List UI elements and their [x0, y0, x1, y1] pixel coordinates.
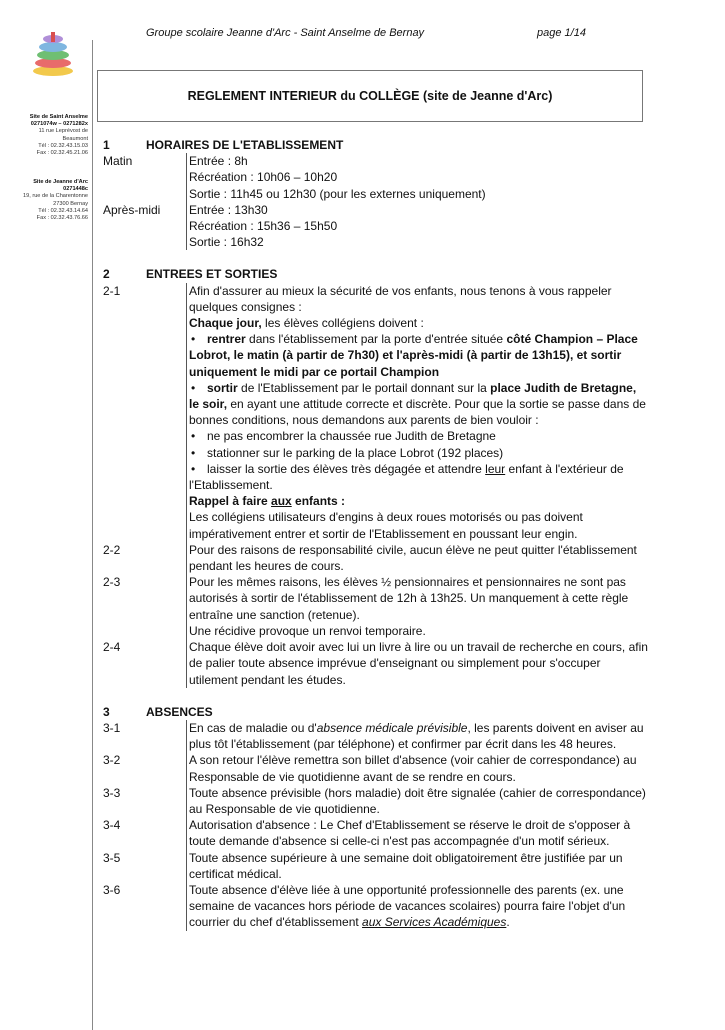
- schedule-afternoon: [103, 202, 648, 251]
- rule-3-3: [103, 785, 648, 817]
- section-title: ENTREES ET SORTIES: [146, 267, 278, 282]
- site-name: Site de Saint Anselme: [29, 114, 88, 120]
- site-address: Beaumont: [62, 135, 88, 142]
- sidebar-site-jeanne-d-arc: [0, 179, 88, 222]
- rule-number: 2-1: [103, 283, 121, 298]
- rule-text: En cas de maladie ou d'absence médicale prévisible, les parents doivent en aviser au plus tôt l'établissement (par téléphone) et confirmer par écrit dans les 48 heures.: [186, 720, 648, 752]
- rule-3-2: [103, 752, 648, 784]
- list-item: • sortir de l'Etablissement par le portail donnant sur la place Judith de Bretagne, le soir, en ayant une attitude correcte et discrète. Pour que la sortie se passe dans de bonnes conditions, nous demandons aux parents de bien vouloir :: [189, 380, 648, 429]
- running-header: Groupe scolaire Jeanne d'Arc - Saint Anselme de Bernay: [146, 27, 425, 39]
- schedule-line: Récréation : 15h36 – 15h50: [189, 219, 338, 234]
- site-address: 19, rue de la Charentonne: [23, 193, 88, 200]
- rule-3-4: [103, 817, 648, 849]
- schedule-line: Entrée : 13h30: [189, 202, 268, 217]
- school-logo-icon: [28, 30, 78, 78]
- section-number: 3: [103, 704, 110, 719]
- rule-text: Autorisation d'absence : Le Chef d'Etablissement se réserve le droit de s'opposer à toute demande d'absence si celle-ci n'est pas accompagnée d'un motif sérieux.: [186, 817, 648, 849]
- rule-number: 2-2: [103, 542, 121, 557]
- section-title: HORAIRES DE L'ETABLISSEMENT: [146, 138, 344, 152]
- site-name: Site de Jeanne d'Arc: [33, 179, 88, 185]
- rule-text: Toute absence d'élève liée à une opportunité professionnelle des parents (ex. une semaine de vacances hors période de vacances scolaires) pourra faire l'objet d'un courrier du chef d'établissement aux Services Académiques.: [186, 882, 648, 931]
- rule-number: 3-1: [103, 720, 121, 735]
- rule-text: Pour les mêmes raisons, les élèves ½ pensionnaires et pensionnaires ne sont pas autorisés à sortir de l'établissement de 12h à 13h25. Un manquement à cette règle entraîne une sanction (retenue).: [189, 575, 629, 622]
- rule-number: 2-3: [103, 575, 121, 590]
- rule-2-2: [103, 542, 648, 574]
- rule-3-1: [103, 720, 648, 752]
- rule-number: 3-3: [103, 785, 121, 800]
- schedule-line: Sortie : 11h45 ou 12h30 (pour les externes uniquement): [189, 186, 486, 201]
- site-tel: Tél : 02.32.43.14.64: [38, 207, 88, 214]
- list-item: • laisser la sortie des élèves très dégagée et attendre leur enfant à l'extérieur de l'Etablissement.: [189, 461, 648, 493]
- rule-text: Toute absence supérieure à une semaine doit obligatoirement être justifiée par un certificat médical.: [186, 850, 648, 882]
- schedule-label: Après-midi: [103, 202, 161, 217]
- schedule-label: Matin: [103, 154, 133, 169]
- document-title: REGLEMENT INTERIEUR du COLLÈGE (site de Jeanne d'Arc): [187, 89, 553, 103]
- rule-text: Chaque élève doit avoir avec lui un livre à lire ou un travail de recherche en cours, afin de palier toute absence imprévue d'enseignant ou simplement pour s'occuper utilement pendant les études.: [186, 639, 648, 688]
- rule-text: Pour des raisons de responsabilité civile, aucun élève ne peut quitter l'établissement pendant les heures de cours.: [186, 542, 648, 574]
- list-item: • ne pas encombrer la chaussée rue Judith de Bretagne: [189, 428, 648, 444]
- reminder-heading: Rappel à faire aux enfants :: [189, 494, 346, 509]
- site-fax: Fax : 02.32.45.21.06: [36, 150, 88, 157]
- rule-text: Toute absence prévisible (hors maladie) doit être signalée (cahier de correspondance) au Responsable de vie quotidienne.: [186, 785, 648, 817]
- sidebar-site-saint-anselme: [0, 114, 88, 157]
- document-body: [103, 137, 648, 931]
- list-item: • rentrer dans l'établissement par la porte d'entrée située côté Champion – Place Lobrot, le matin (à partir de 7h30) et l'après-midi (à partir de 13h15), et sortir uniquement le midi par ce portail Champion: [189, 331, 648, 380]
- rule-number: 2-4: [103, 640, 121, 655]
- rule-2-4: [103, 639, 648, 688]
- rule-text: Afin d'assurer au mieux la sécurité de vos enfants, nous tenons à vous rappeler quelques consignes :: [189, 283, 612, 314]
- rule-number: 3-5: [103, 850, 121, 865]
- site-tel: Tél : 02.32.43.15.03: [38, 142, 88, 149]
- rule-text: Une récidive provoque un renvoi temporaire.: [189, 623, 426, 638]
- page-number: page 1/14: [537, 27, 586, 39]
- site-fax: Fax : 02.32.43.76.66: [36, 215, 88, 222]
- schedule-line: Entrée : 8h: [189, 154, 248, 169]
- rule-3-5: [103, 850, 648, 882]
- list-item: • stationner sur le parking de la place Lobrot (192 places): [189, 445, 648, 461]
- site-address: 11 rue Leprévost de: [38, 128, 88, 135]
- site-code: 0271074w – 0271282x: [30, 121, 88, 128]
- rule-2-3: [103, 574, 648, 639]
- section-heading-absences: [103, 704, 648, 720]
- section-title: ABSENCES: [146, 704, 213, 719]
- schedule-line: Récréation : 10h06 – 10h20: [189, 170, 338, 185]
- schedule-line: Sortie : 16h32: [189, 235, 264, 250]
- schedule-morning: [103, 153, 648, 202]
- rule-text: Les collégiens utilisateurs d'engins à deux roues motorisés ou pas doivent impérativement entrer et sortir de l'Etablissement en poussant leur engin.: [189, 510, 583, 541]
- section-heading-horaires: [103, 137, 648, 153]
- margin-rule: [92, 40, 93, 1030]
- rule-text: Chaque jour, les élèves collégiens doivent :: [189, 316, 424, 331]
- site-code: 0271448c: [63, 186, 88, 193]
- site-address: 27300 Bernay: [53, 200, 88, 207]
- section-heading-entrees: [103, 266, 648, 282]
- section-number: 2: [103, 267, 110, 282]
- rule-number: 3-6: [103, 882, 121, 897]
- rule-2-1: [103, 283, 648, 542]
- rule-number: 3-4: [103, 818, 121, 833]
- rule-3-6: [103, 882, 648, 931]
- title-box: [97, 70, 643, 122]
- rule-number: 3-2: [103, 753, 121, 768]
- section-number: 1: [103, 138, 110, 152]
- rule-text: A son retour l'élève remettra son billet d'absence (voir cahier de correspondance) au Responsable de vie quotidienne avant de se rendre en cours.: [186, 752, 648, 784]
